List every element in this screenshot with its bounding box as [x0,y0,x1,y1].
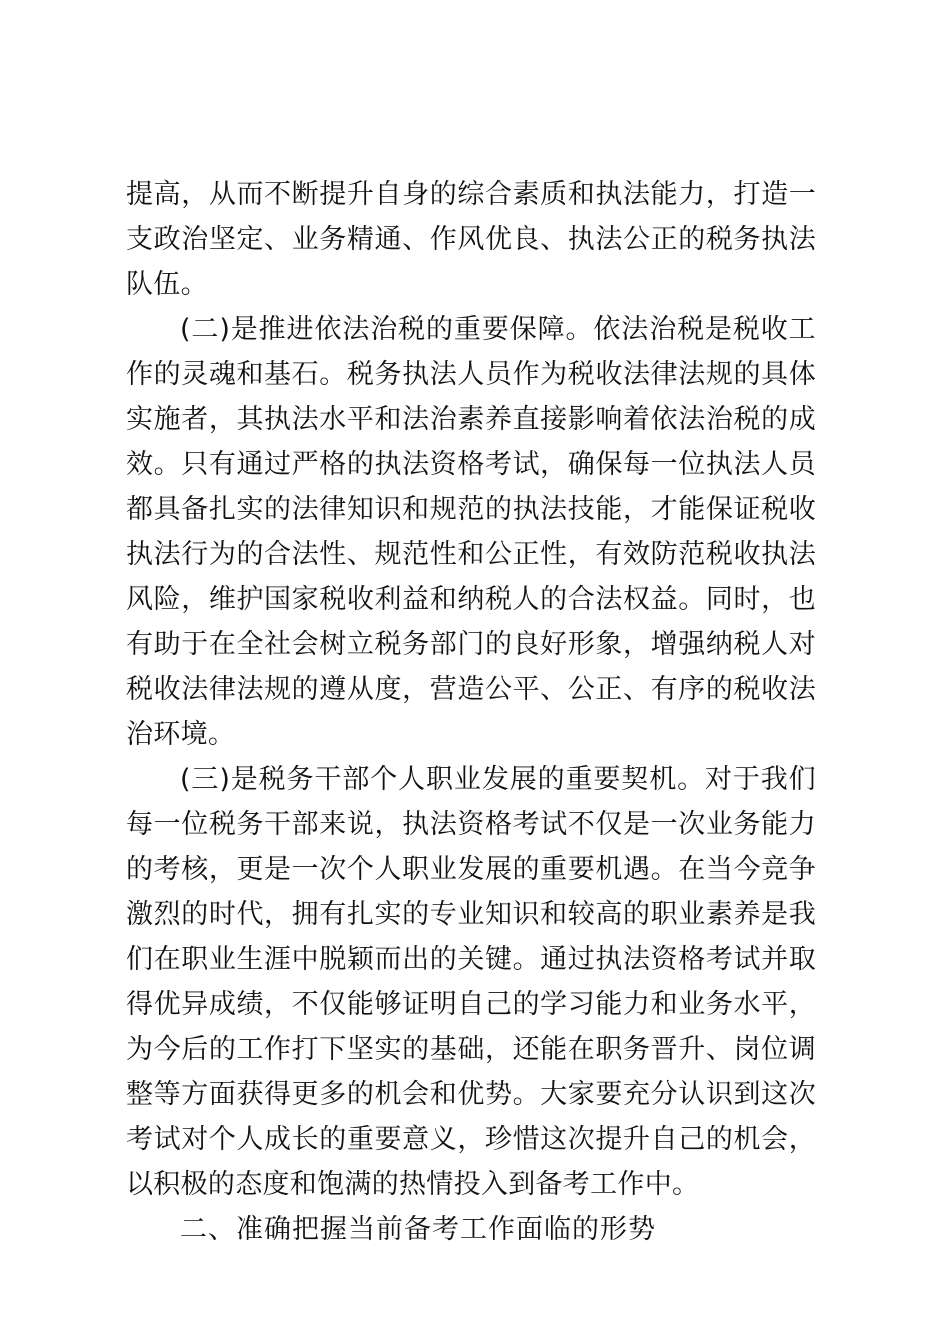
paragraph-section-3: (三)是税务干部个人职业发展的重要契机。对于我们每一位税务干部来说，执法资格考试不仅是一次业务能力的考核，更是一次个人职业发展的重要机遇。在当今竞争激烈的时代，拥有扎实的专业知识和较高的职业素养是我们在职业生涯中脱颖而出的关键。通过执法资格考试并取得优异成绩，不仅能够证明自己的学习能力和业务水平，为今后的工作打下坚实的基础，还能在职务晋升、岗位调整等方面获得更多的机会和优势。大家要充分认识到这次考试对个人成长的重要意义，珍惜这次提升自己的机会，以积极的态度和饱满的热情投入到备考工作中。 [126,764,816,1200]
paragraph-section-2: (二)是推进依法治税的重要保障。依法治税是税收工作的灵魂和基石。税务执法人员作为税收法律法规的具体实施者，其执法水平和法治素养直接影响着依法治税的成效。只有通过严格的执法资格考试，确保每一位执法人员都具备扎实的法律知识和规范的执法技能，才能保证税收执法行为的合法性、规范性和公正性，有效防范税收执法风险，维护国家税收利益和纳税人的合法权益。同时，也有助于在全社会树立税务部门的良好形象，增强纳税人对税收法律法规的遵从度，营造公平、公正、有序的税收法治环境。 [126,314,816,750]
paragraph-continuation: 提高，从而不断提升自身的综合素质和执法能力，打造一支政治坚定、业务精通、作风优良、执法公正的税务执法队伍。 [126,179,816,300]
document-body [126,172,816,1252]
section-heading: 二、准确把握当前备考工作面临的形势 [180,1214,656,1245]
